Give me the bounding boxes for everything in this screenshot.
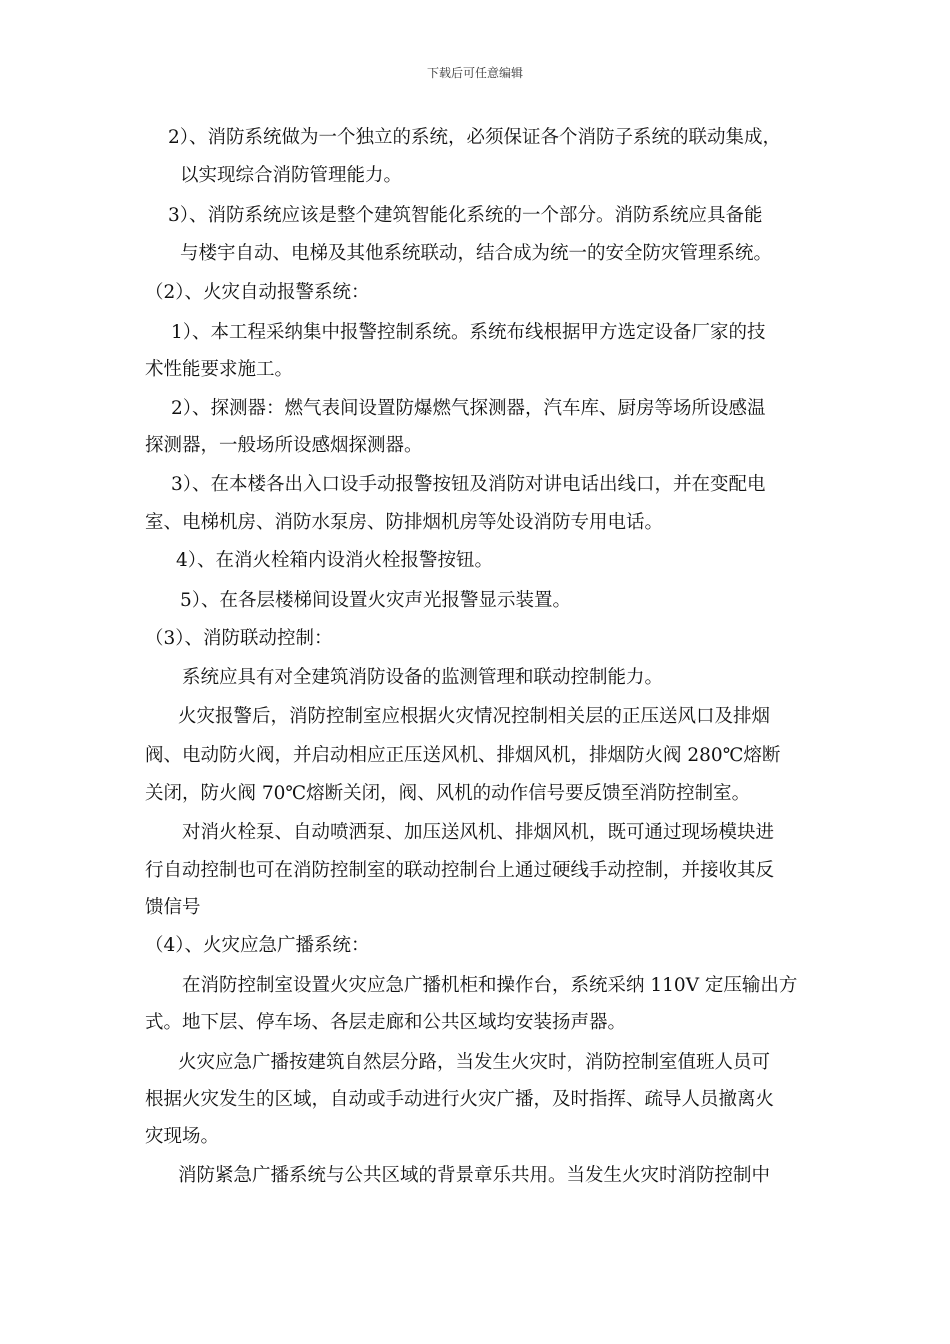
line-15: 系统应具有对全建筑消防设备的监测管理和联动控制能力。 — [182, 667, 664, 688]
line-26: 根据火灾发生的区域，自动或手动进行火灾广播，及时指挥、疏导人员撤离火 — [145, 1089, 775, 1110]
line-1: 2）、消防系统做为一个独立的系统，必须保证各个消防子系统的联动集成， — [168, 127, 782, 148]
line-9: 探测器，一般场所设感烟探测器。 — [145, 435, 423, 456]
line-18: 关闭，防火阀 70℃熔断关闭，阀、风机的动作信号要反馈至消防控制室。 — [145, 783, 751, 804]
page-header: 下载后可任意编辑 — [426, 66, 523, 80]
line-25: 火灾应急广播按建筑自然层分路，当发生火灾时，消防控制室值班人员可 — [178, 1052, 771, 1073]
section-heading-3: （3）、消防联动控制： — [145, 628, 333, 649]
line-19: 对消火栓泵、自动喷洒泵、加压送风机、排烟风机，既可通过现场模块进 — [182, 822, 775, 843]
line-23: 在消防控制室设置火灾应急广播机柜和操作台，系统采纳 110V 定压输出方 — [182, 975, 798, 996]
line-3: 3）、消防系统应该是整个建筑智能化系统的一个部分。消防系统应具备能 — [168, 205, 763, 226]
line-2: 以实现综合消防管理能力。 — [180, 165, 403, 186]
line-12: 4）、在消火栓箱内设消火栓报警按钮。 — [176, 550, 494, 571]
section-heading-4: （4）、火灾应急广播系统： — [145, 935, 370, 956]
line-20: 行自动控制也可在消防控制室的联动控制台上通过硬线手动控制，并接收其反 — [145, 860, 775, 881]
line-4: 与楼宇自动、电梯及其他系统联动，结合成为统一的安全防灾管理系统。 — [180, 243, 773, 264]
line-21: 馈信号 — [145, 897, 201, 918]
line-17: 阀、电动防火阀，并启动相应正压送风机、排烟风机，排烟防火阀 280℃熔断 — [145, 745, 781, 766]
line-16: 火灾报警后，消防控制室应根据火灾情况控制相关层的正压送风口及排烟 — [178, 706, 771, 727]
line-6: 1）、本工程采纳集中报警控制系统。系统布线根据甲方选定设备厂家的技 — [171, 322, 766, 343]
line-24: 式。地下层、停车场、各层走廊和公共区域均安装扬声器。 — [145, 1012, 627, 1033]
line-28: 消防紧急广播系统与公共区域的背景章乐共用。当发生火灾时消防控制中 — [178, 1165, 771, 1186]
line-8: 2）、探测器：燃气表间设置防爆燃气探测器，汽车库、厨房等场所设感温 — [171, 398, 766, 419]
line-13: 5）、在各层楼梯间设置火灾声光报警显示装置。 — [180, 590, 572, 611]
line-7: 术性能要求施工。 — [145, 359, 294, 380]
line-10: 3）、在本楼各出入口设手动报警按钮及消防对讲电话出线口，并在变配电 — [171, 474, 766, 495]
line-11: 室、电梯机房、消防水泵房、防排烟机房等处设消防专用电话。 — [145, 512, 664, 533]
section-heading-2: （2）、火灾自动报警系统： — [145, 282, 370, 303]
line-27: 灾现场。 — [145, 1126, 220, 1147]
